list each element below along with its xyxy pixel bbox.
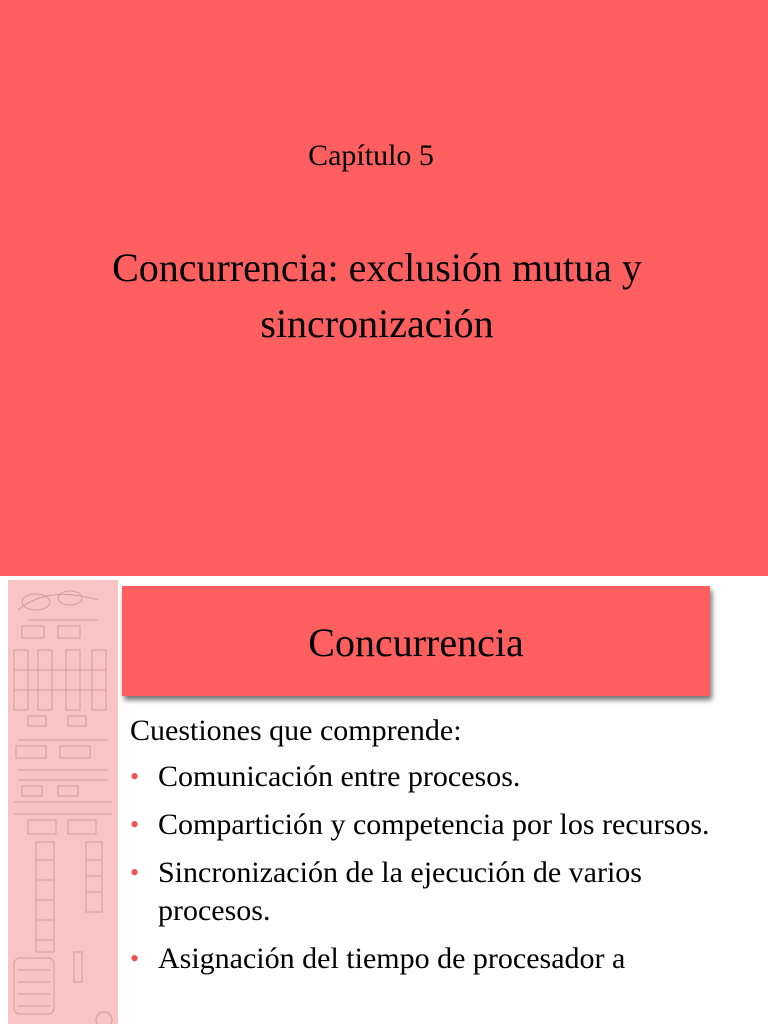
bullet-list — [130, 758, 750, 978]
slide-2-title: Concurrencia — [308, 620, 524, 665]
title-line-2: sincronización — [260, 301, 494, 346]
slide-2-title-box — [122, 586, 710, 696]
list-item — [130, 854, 750, 930]
slide-2 — [0, 576, 768, 1024]
list-item — [130, 940, 750, 978]
bullet-dot-icon: • — [130, 810, 140, 839]
list-item — [130, 758, 750, 796]
bullet-text: Sincronización de la ejecución de varios procesos. — [158, 856, 642, 927]
slide-1-title — [0, 240, 754, 352]
bullet-text: Compartición y competencia por los recursos. — [158, 808, 710, 841]
bullet-dot-icon: • — [130, 858, 140, 887]
bullet-text: Asignación del tiempo de procesador a — [158, 942, 626, 975]
decorative-diagram-strip — [8, 580, 118, 1024]
chapter-label: Capítulo 5 — [308, 139, 434, 172]
intro-text: Cuestiones que comprende: — [130, 714, 462, 747]
diagram-illustration — [8, 580, 118, 1024]
title-line-1: Concurrencia: exclusión mutua y — [112, 245, 642, 290]
bullet-text: Comunicación entre procesos. — [158, 760, 521, 793]
bullet-dot-icon: • — [130, 944, 140, 973]
bullet-dot-icon: • — [130, 762, 140, 791]
slide-2-content — [130, 712, 750, 988]
list-item — [130, 806, 750, 844]
